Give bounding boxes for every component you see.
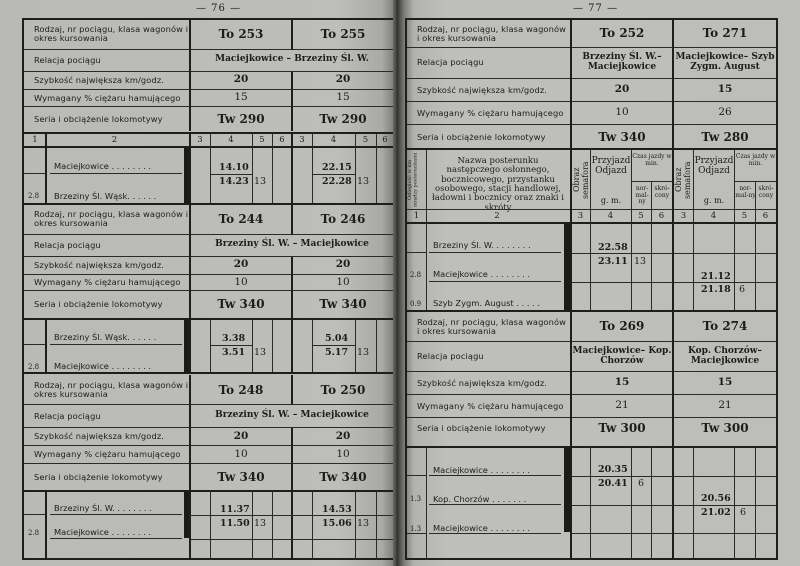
station-name: Szyb Zygm. August . . . . . [433, 298, 541, 308]
train-number-b: To 246 [320, 211, 366, 226]
brake-a: 15 [234, 91, 248, 104]
time-b: 5.04 [325, 333, 349, 344]
label-relation: Relacja pociągu [417, 57, 484, 68]
distance-km: 1.3 [410, 495, 422, 503]
speed-b: 20 [335, 429, 351, 442]
loco-a: Tw 300 [598, 421, 646, 436]
time-a: 22.58 [598, 242, 628, 253]
distance-km: 2.8 [28, 192, 40, 200]
time-a: 23.11 [598, 256, 628, 267]
brake-a: 10 [615, 106, 629, 119]
train-number-a: To 253 [218, 26, 264, 41]
time-a: 3.38 [222, 333, 246, 344]
header-arr-dep: Przyjazd Odjazd [591, 156, 631, 176]
speed-a: 20 [614, 83, 630, 96]
time-a: 11.50 [220, 518, 250, 529]
label-train: Rodzaj, nr pociągu, klasa wagonów i okres kursowania [417, 316, 567, 336]
train-relation-a: Brzeziny Śl. W.– Maciejkowice [582, 52, 662, 72]
label-speed: Szybkość największa km/godz. [417, 377, 548, 388]
label-brake: Wymagany % ciężaru hamującego [34, 449, 181, 460]
station-name: Maciejkowice . . . . . . . . [54, 361, 152, 371]
train-number-b: To 271 [702, 26, 748, 41]
train-relation-a: Maciejkowice– Kop. Chorzów [572, 346, 672, 366]
station-name: Brzeziny Śl. W. . . . . . . . [433, 240, 531, 250]
time-b: 22.28 [322, 176, 352, 187]
train-number-a: To 248 [218, 382, 264, 397]
time-b: 5.17 [325, 347, 349, 358]
label-train: Rodzaj, nr pociągu, klasa wagonów i okres kursowania [34, 209, 189, 228]
run-min-b: 6 [740, 507, 747, 518]
time-a: 14.10 [219, 162, 249, 173]
time-a: 3.51 [222, 347, 246, 358]
train-relation-b: Kop. Chorzów– Maciejkowice [688, 346, 762, 366]
speed-a: 20 [233, 258, 249, 271]
station-name: Brzeziny Śl. Wąsk. . . . . . [54, 191, 157, 201]
label-loco: Seria i obciążenie lokomotywy [417, 423, 546, 434]
time-a: 14.23 [219, 176, 249, 187]
header-run-time: Czas jazdy w min. [735, 153, 776, 167]
time-a: 11.37 [220, 504, 250, 515]
train-relation: Brzeziny Śl. W. – Maciejkowice [215, 410, 369, 421]
header-shortened: skró-cony [758, 185, 774, 199]
run-min-a: 13 [634, 256, 647, 267]
header-gm: g. m. [703, 196, 725, 205]
run-min-b: 6 [739, 284, 746, 295]
distance-km: 0.9 [410, 300, 422, 308]
header-run-time: Czas jazdy w min. [632, 153, 672, 167]
brake-a: 21 [615, 399, 629, 412]
train-number-a: To 244 [218, 211, 264, 226]
loco-b: Tw 340 [319, 296, 367, 311]
label-relation: Relacja pociągu [34, 54, 101, 65]
time-b: 20.56 [701, 493, 731, 504]
train-relation-b: Maciejkowice– Szyb Zygm. August [675, 52, 775, 72]
run-min-a: 13 [254, 347, 267, 358]
run-min-a: 13 [254, 176, 267, 187]
loco-a: Tw 340 [598, 129, 646, 144]
run-min-b: 13 [357, 176, 370, 187]
header-semaphore: Obraz semafora [674, 161, 692, 199]
left-page: — 76 — Rodzaj, nr pociągu, klasa wagonów i okres kursowania To 253 To 255 Relacja pociągu Maciejkowice – Brzeziny Śl. W. Szybkość największa km/godz. 20 20 Wymagany % ciężaru hamującego 15 15 Seria i obciążenie lokomotywy Tw 290 Tw 290 1 2 3 4 5 6 3 4 5 6 Maciejkowice . . . . . . . . 14.10 22.15 2.8 Brzeziny Śl. Wąsk. . . . . . 14.23 13 22.28 13 Rodzaj, nr pociągu, klasa wagonów i okres kursowania To 244 To 246 Relacja pociągu Brzeziny Śl. W. – Maciejkowice Szybkość największa km/godz. 20 20 Wymagany % ciężaru hamującego 10 10 Seria i obciążenie lokomotywy Tw 340 Tw 340 Brzeziny Śl. Wąsk. . . . . . 3.38 5.04 2.8 Maciejkowice . . . . . . . . 3.51 13 5.17 13 Rodzaj, nr pociągu, klasa wagonów i okres kursowania To 248 To 250 Relacja pociągu Brzeziny Śl. W. – Maciejkowice Szybkość największa km/godz. 20 20 Wymagany % ciężaru hamującego 10 10 Seria i obciążenie lokomotywy Tw 340 Tw 340 Brzeziny Śl. W. . . . . . . . 11.37 14.53 2.8 Maciejkowice . . . . . . . . 11.50 13 15.06 13 [0, 0, 398, 566]
time-b: 14.53 [322, 504, 352, 515]
time-a: 20.41 [598, 478, 628, 489]
station-name: Maciejkowice . . . . . . . . [433, 465, 531, 475]
label-speed: Szybkość największa km/godz. [34, 259, 165, 270]
train-number-b: To 255 [320, 26, 366, 41]
header-distance: Odległość w km między posterunkami [407, 152, 419, 208]
brake-b: 15 [336, 91, 350, 104]
label-train: Rodzaj, nr pociągu, klasa wagonów i okres kursowania [34, 380, 189, 399]
header-arr-dep: Przyjazd Odjazd [694, 156, 734, 176]
station-name: Brzeziny Śl. W. . . . . . . . [54, 503, 152, 513]
brake-a: 10 [234, 447, 248, 460]
speed-b: 20 [335, 258, 351, 271]
station-name: Maciejkowice . . . . . . . . [433, 269, 531, 279]
time-b: 21.12 [701, 271, 731, 282]
label-loco: Seria i obciążenie lokomotywy [417, 131, 546, 142]
train-number-b: To 250 [320, 382, 366, 397]
station-name: Maciejkowice . . . . . . . . [54, 527, 152, 537]
label-brake: Wymagany % ciężaru hamującego [34, 92, 181, 103]
header-normal: nor-mal-ny [735, 185, 756, 199]
right-page: — 77 — Rodzaj, nr pociągu, klasa wagonów i okres kursowania To 252 To 271 Relacja pociągu Brzeziny Śl. W.– Maciejkowice Maciejkowice– Szyb Zygm. August Szybkość największa km/godz. 20 15 Wymagany % ciężaru hamującego 10 26 Seria i obciążenie lokomotywy Tw 340 Tw 280 Odległość w km między posterunkami Nazwa posterunku następczego osłonnego, bocznicowego, przystanku osobowego, stacji handlowej, ładowni i bocznicy oraz znaki i skróty Obraz semafora Przyjazd Odjazd g. m. Czas jazdy w min. nor-mal-ny skró-cony Obraz semafora Przyjazd Odjazd g. m. Czas jazdy w min. nor-mal-ny skró-cony 1 2 3 4 5 6 3 4 5 6 Brzeziny Śl. W. . . . . . . . 22.58 2.8 Maciejkowice . . . . . . . . 23.11 13 21.12 0.9 Szyb Zygm. August . . . . . 21.18 6 Rodzaj, nr pociągu, klasa wagonów i okres kursowania To 269 To 274 Relacja pociągu Maciejkowice– Kop. Chorzów Kop. Chorzów– Maciejkowice Szybkość największa km/godz. 15 15 Wymagany % ciężaru hamującego 21 21 Seria i obciążenie lokomotywy Tw 300 Tw 300 Maciejkowice . . . . . . . . 20.35 1.3 Kop. Chorzów . . . . . . . 20.41 6 20.56 1.3 Maciejkowice . . . . . . . . 21.02 6 [398, 0, 800, 566]
loco-a: Tw 340 [217, 469, 265, 484]
label-brake: Wymagany % ciężaru hamującego [34, 277, 181, 288]
station-name: Maciejkowice . . . . . . . . [433, 523, 531, 533]
train-number-a: To 252 [599, 26, 645, 41]
brake-b: 26 [718, 106, 732, 119]
distance-km: 2.8 [28, 529, 40, 537]
speed-b: 15 [717, 83, 733, 96]
label-speed: Szybkość największa km/godz. [417, 84, 548, 95]
loco-a: Tw 290 [217, 111, 265, 126]
time-b: 22.15 [322, 162, 352, 173]
train-relation: Brzeziny Śl. W. – Maciejkowice [215, 239, 369, 250]
time-b: 15.06 [322, 518, 352, 529]
loco-b: Tw 340 [319, 469, 367, 484]
label-loco: Seria i obciążenie lokomotywy [34, 471, 163, 482]
header-semaphore: Obraz semafora [572, 161, 590, 199]
loco-b: Tw 280 [701, 129, 749, 144]
time-b: 21.18 [701, 284, 731, 295]
page-number: — 76 — [196, 3, 242, 14]
run-min-b: 13 [357, 347, 370, 358]
label-brake: Wymagany % ciężaru hamującego [417, 107, 564, 118]
brake-b: 21 [718, 399, 732, 412]
speed-a: 15 [614, 376, 630, 389]
label-speed: Szybkość największa km/godz. [34, 74, 165, 85]
distance-km: 2.8 [28, 363, 40, 371]
label-loco: Seria i obciążenie lokomotywy [34, 113, 163, 124]
label-speed: Szybkość największa km/godz. [34, 431, 165, 442]
loco-a: Tw 340 [217, 296, 265, 311]
header-gm: g. m. [600, 196, 622, 205]
speed-a: 20 [233, 73, 249, 86]
brake-b: 10 [336, 447, 350, 460]
train-number-b: To 274 [702, 319, 748, 334]
label-relation: Relacja pociągu [417, 351, 484, 362]
distance-km: 2.8 [410, 271, 422, 279]
speed-b: 20 [335, 73, 351, 86]
run-min-a: 13 [254, 518, 267, 529]
run-min-a: 6 [638, 478, 645, 489]
distance-km: 1.3 [410, 525, 422, 533]
time-b: 21.02 [701, 507, 731, 518]
train-number-a: To 269 [599, 319, 645, 334]
label-loco: Seria i obciążenie lokomotywy [34, 298, 163, 309]
brake-b: 10 [336, 275, 350, 288]
page-number: — 77 — [573, 3, 619, 14]
speed-b: 15 [717, 376, 733, 389]
label-train: Rodzaj, nr pociągu, klasa wagonów i okres kursowania [34, 24, 189, 43]
label-relation: Relacja pociągu [34, 410, 101, 421]
label-relation: Relacja pociągu [34, 239, 101, 250]
brake-a: 10 [234, 275, 248, 288]
station-name: Maciejkowice . . . . . . . . [54, 161, 152, 171]
header-normal: nor-mal-ny [635, 185, 649, 206]
loco-b: Tw 290 [319, 111, 367, 126]
loco-b: Tw 300 [701, 421, 749, 436]
station-name: Kop. Chorzów . . . . . . . [433, 494, 527, 504]
header-shortened: skró-cony [654, 185, 670, 199]
speed-a: 20 [233, 429, 249, 442]
run-min-b: 13 [357, 518, 370, 529]
label-train: Rodzaj, nr pociągu, klasa wagonów i okres kursowania [417, 23, 567, 43]
time-a: 20.35 [598, 464, 628, 475]
label-brake: Wymagany % ciężaru hamującego [417, 400, 564, 411]
header-station-name: Nazwa posterunku następczego osłonnego, bocznicowego, przystanku osobowego, stacji handlowej, ładowni i bocznicy oraz znaki i skróty [432, 156, 564, 213]
train-relation: Maciejkowice – Brzeziny Śl. W. [215, 54, 369, 65]
station-name: Brzeziny Śl. Wąsk. . . . . . [54, 332, 157, 342]
